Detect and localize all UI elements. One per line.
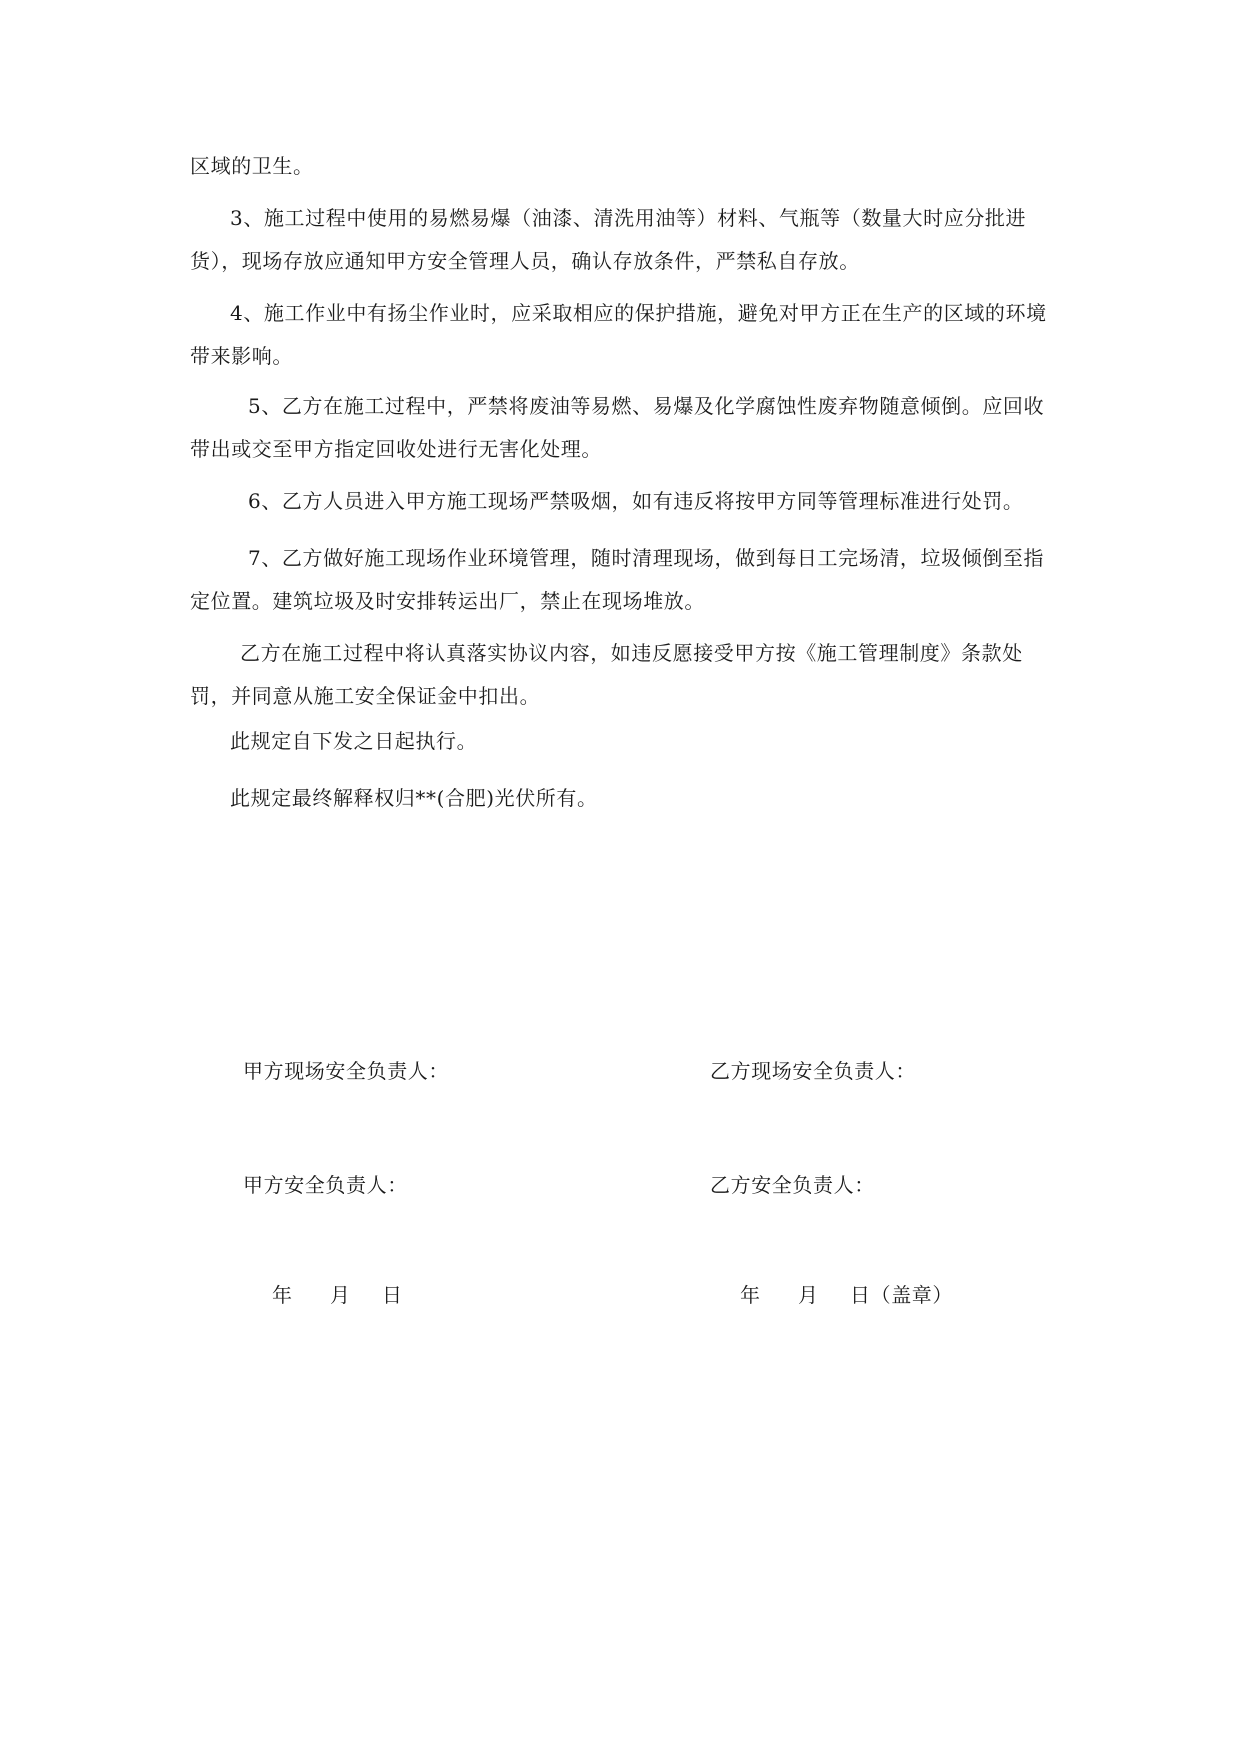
seal-label: （盖章） [870,1283,954,1307]
paragraph-item-4: 4、施工作业中有扬尘作业时，应采取相应的保护措施，避免对甲方正在生产的区域的环境带来影响。 [190,301,1047,368]
paragraph-interpretation-right: 此规定最终解释权归**(合肥)光伏所有。 [230,786,598,810]
paragraph-item-3: 3、施工过程中使用的易燃易爆（油漆、清洗用油等）材料、气瓶等（数量大时应分批进货），现场存放应通知甲方安全管理人员，确认存放条件，严禁私自存放。 [190,206,1027,273]
paragraph-effective-date: 此规定自下发之日起执行。 [230,729,478,753]
paragraph-hygiene-continuation: 区域的卫生。 [190,154,314,178]
month-label: 月 [798,1283,819,1307]
party-b-date [740,1280,953,1310]
year-label: 年 [272,1283,293,1307]
month-label: 月 [330,1283,351,1307]
day-label: 日 [850,1283,871,1307]
party-a-safety-label: 甲方安全负责人： [243,1173,408,1197]
paragraph-item-6: 6、乙方人员进入甲方施工现场严禁吸烟，如有违反将按甲方同等管理标准进行处罚。 [248,489,1024,513]
party-a-site-safety-label: 甲方现场安全负责人： [243,1059,449,1083]
year-label: 年 [740,1283,761,1307]
day-label: 日 [382,1283,403,1307]
party-b-site-safety-label: 乙方现场安全负责人： [710,1059,916,1083]
paragraph-item-7: 7、乙方做好施工现场作业环境管理，随时清理现场，做到每日工完场清，垃圾倾倒至指定位置。建筑垃圾及时安排转运出厂，禁止在现场堆放。 [190,546,1045,613]
paragraph-penalty-agreement: 乙方在施工过程中将认真落实协议内容，如违反愿接受甲方按《施工管理制度》条款处罚，并同意从施工安全保证金中扣出。 [190,641,1023,708]
party-b-safety-label: 乙方安全负责人： [710,1173,875,1197]
paragraph-item-5: 5、乙方在施工过程中，严禁将废油等易燃、易爆及化学腐蚀性废弃物随意倾倒。应回收带出或交至甲方指定回收处进行无害化处理。 [190,394,1045,461]
party-a-date [272,1280,403,1310]
